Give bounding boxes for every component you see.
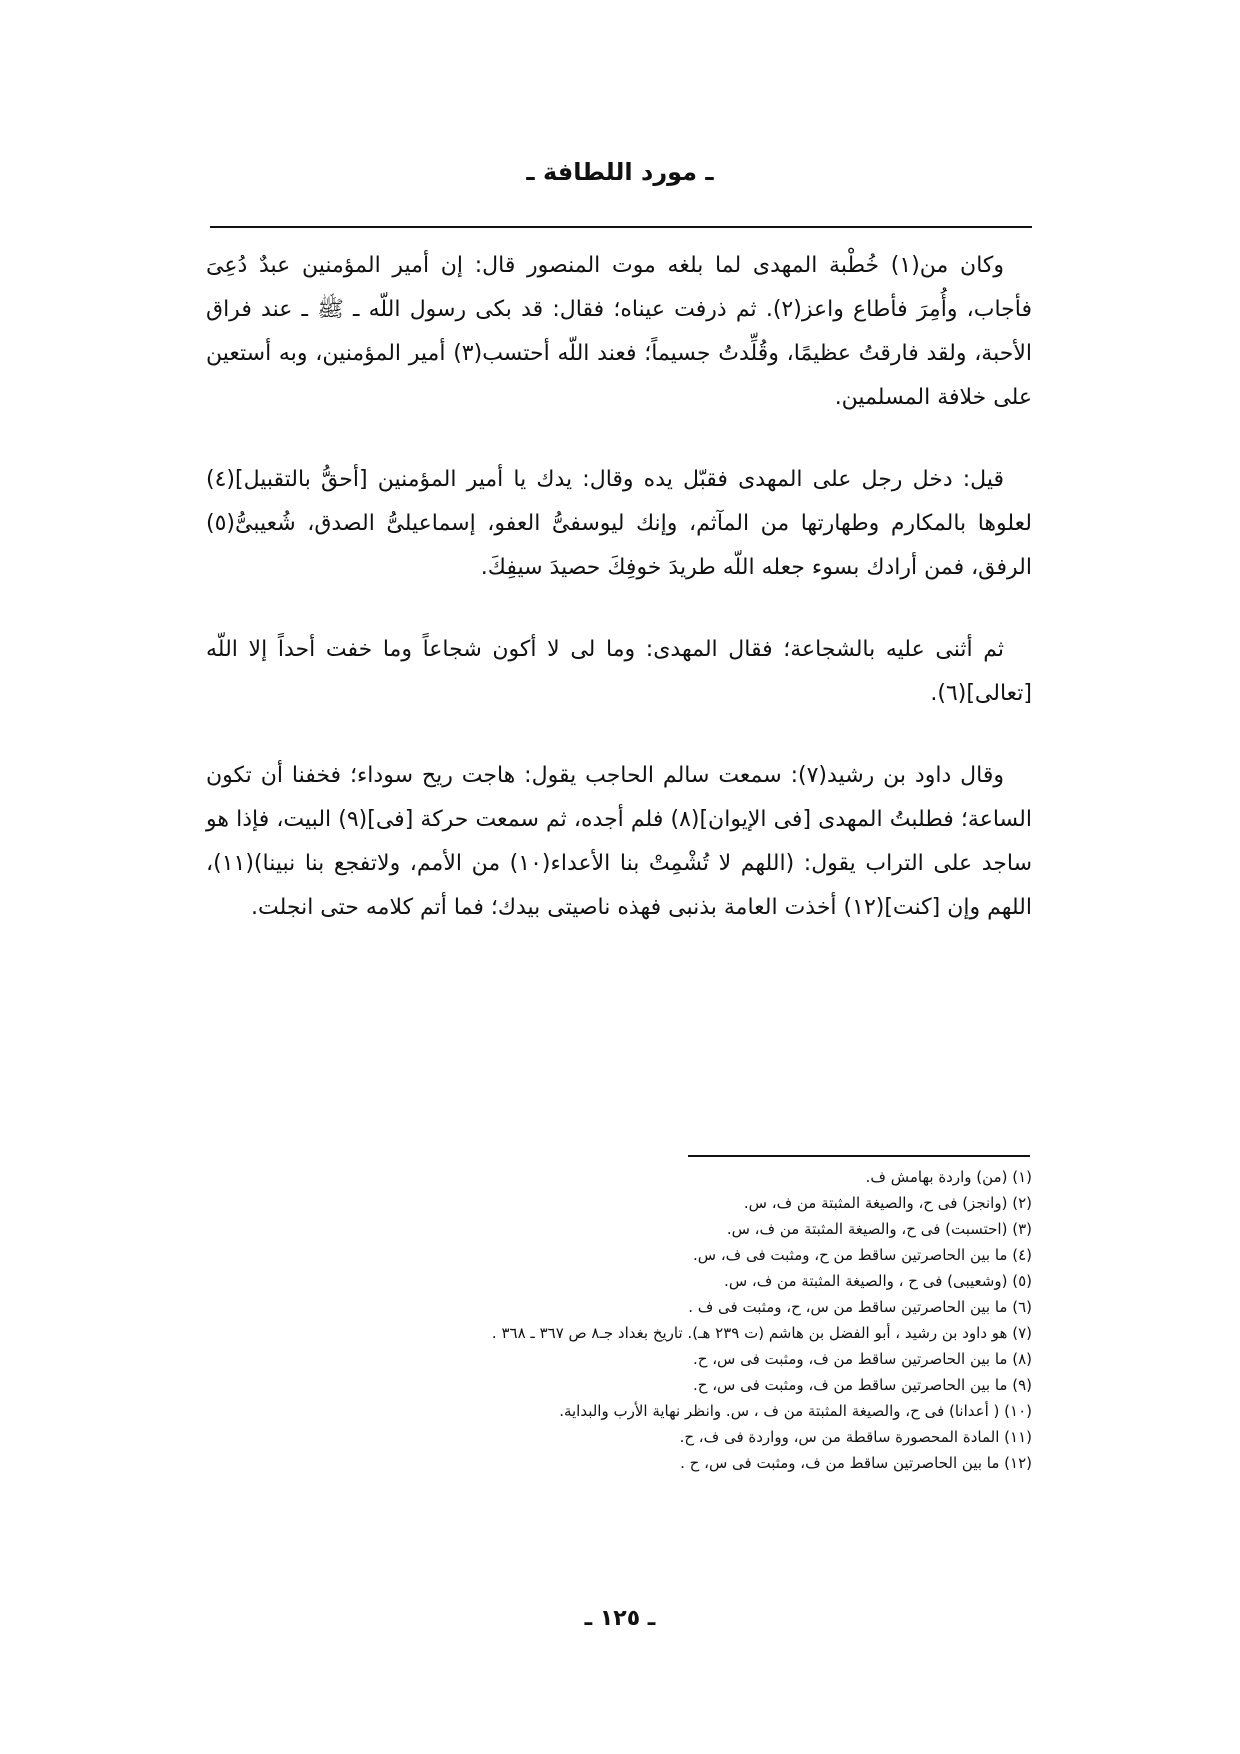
footnote-7: (٧) هو داود بن رشيد ، أبو الفضل بن هاشم (ت ٢٣٩ هـ). تاريخ بغداد جـ٨ ص ٣٦٧ ـ ٣٦٨ . xyxy=(491,1324,1032,1342)
paragraph-courage: ثم أثنى عليه بالشجاعة؛ فقال المهدى: وما لى لا أكون شجاعاً وما خفت أحداً إلا اللّه [تعالى](٦). xyxy=(206,637,1032,706)
paragraph-hand-kiss: قيل: دخل رجل على المهدى فقبّل يده وقال: يدك يا أمير المؤمنين [أحقُّ بالتقبيل](٤) لعلوها بالمكارم وطهارتها من المآثم، وإنك ليوسفىُّ العفو، إسماعيلىُّ الصدق، شُعيبىُّ(٥) الرفق، فمن أرادك بسوء جعله اللّه طريدَ خوفِكَ حصيدَ سيفِكَ. xyxy=(206,467,1032,580)
footnote-5: (٥) (وشعيبى) فى ح ، والصيغة المثبتة من ف، س. xyxy=(724,1272,1032,1290)
footnote-2: (٢) (وانجز) فى ح، والصيغة المثبتة من ف، س. xyxy=(743,1194,1032,1212)
footnote-3: (٣) (احتسبت) فى ح، والصيغة المثبتة من ف، س. xyxy=(726,1220,1032,1238)
footnote-1: (١) (من) واردة بهامش ف. xyxy=(865,1168,1032,1186)
footnote-rule xyxy=(688,1155,1030,1157)
paragraph-mahdi-sermon: وكان من(١) خُطْبة المهدى لما بلغه موت المنصور قال: إن أمير المؤمنين عبدٌ دُعِىَ فأجاب، وأُمِرَ فأطاع واعز(٢). ثم ذرفت عيناه؛ فقال: قد بكى رسول اللّه ـ ﷺ ـ عند فراق الأحبة، ولقد فارقتُ عظيمًا، وقُلِّدتُ جسيماً؛ فعند اللّه أحتسب(٣) أمير المؤمنين، وبه أستعين على خلافة المسلمين. xyxy=(206,253,1033,410)
paragraph-black-wind: وقال داود بن رشيد(٧): سمعت سالم الحاجب يقول: هاجت ريح سوداء؛ فخفنا أن تكون الساعة؛ فطلبتُ المهدى [فى الإيوان](٨) فلم أجده، ثم سمعت حركة [فى](٩) البيت، فإذا هو ساجد على التراب يقول: (اللهم لا تُشْمِتْ بنا الأعداء(١٠) من الأمم، ولاتفجع بنا نبينا)(١١)، اللهم وإن [كنت](١٢) أخذت العامة بذنبى فهذه ناصيتى بيدك؛ فما أتم كلامه حتى انجلت. xyxy=(206,763,1032,920)
footnote-4: (٤) ما بين الحاصرتين ساقط من ح، ومثبت فى ف، س. xyxy=(692,1246,1032,1264)
footnote-6: (٦) ما بين الحاصرتين ساقط من س، ح، ومثبت فى ف . xyxy=(688,1298,1032,1316)
running-title: ـ مورد اللطافة ـ xyxy=(526,158,714,186)
body-text xyxy=(206,244,1032,968)
footnotes xyxy=(252,1164,1032,1476)
footnote-8: (٨) ما بين الحاصرتين ساقط من ف، ومثبت فى س، ح. xyxy=(692,1350,1032,1368)
footnote-10: (١٠) ( أعدانا) فى ح، والصيغة المثبتة من ف ، س. وانظر نهاية الأرب والبداية. xyxy=(559,1402,1032,1420)
footnote-11: (١١) المادة المحصورة ساقطة من س، وواردة فى ف، ح. xyxy=(679,1428,1032,1446)
footnote-9: (٩) ما بين الحاصرتين ساقط من ف، ومثبت فى س، ح. xyxy=(692,1376,1032,1394)
footnote-12: (١٢) ما بين الحاصرتين ساقط من ف، ومثبت فى س، ح . xyxy=(680,1454,1032,1472)
header-rule xyxy=(210,226,1032,228)
page-number: ـ ١٢٥ ـ xyxy=(584,1606,656,1631)
